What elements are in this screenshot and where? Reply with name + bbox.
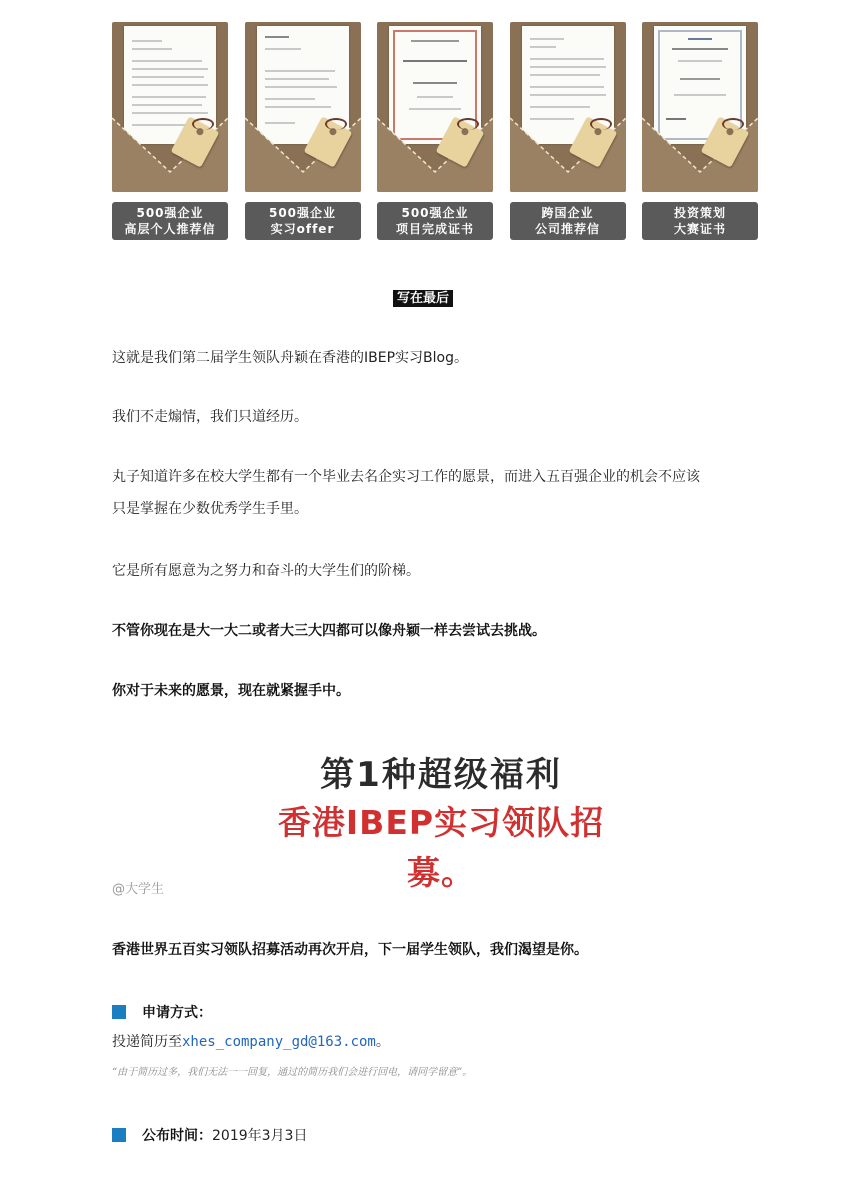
paragraph: 丸子知道许多在校大学生都有一个毕业去名企实习工作的愿景，而进入五百强企业的机会不应该 只是掌握在少数优秀学生手里。 (112, 469, 700, 517)
email-link[interactable]: xhes_company_gd@163.com (182, 1034, 376, 1050)
paragraph: 它是所有愿意为之努力和奋斗的大学生们的阶梯。 (112, 563, 420, 579)
bullet-square-icon (112, 1128, 126, 1142)
author-mention: @大学生 (112, 882, 165, 897)
recruit-announcement: 香港世界五百实习领队招募活动再次开启，下一届学生领队，我们渴望是你。 (112, 942, 588, 958)
card-competition-certificate (642, 22, 758, 240)
envelope-image (377, 22, 493, 192)
card-label: 500强企业 实习offer (245, 202, 361, 240)
apply-instruction: 投递简历至xhes_company_gd@163.com。 (112, 1034, 390, 1050)
apply-heading: 申请方式： (112, 1002, 212, 1022)
card-internship-offer (245, 22, 361, 240)
apply-note: “由于简历过多，我们无法一一回复，通过的简历我们会进行回电，请同学留意”。 (112, 1067, 473, 1078)
publish-date: 2019年3月3日 (212, 1128, 308, 1144)
section-heading: 写在最后 (0, 287, 846, 306)
paragraph: 我们不走煽情，我们只道经历。 (112, 409, 308, 425)
welfare-banner (246, 752, 636, 892)
card-label: 跨国企业 公司推荐信 (510, 202, 626, 240)
envelope-image (112, 22, 228, 192)
paragraph: 这就是我们第二届学生领队舟颖在香港的IBEP实习Blog。 (112, 350, 468, 366)
envelope-image (510, 22, 626, 192)
envelope-image (245, 22, 361, 192)
card-company-recommendation (510, 22, 626, 240)
card-label: 投资策划 大赛证书 (642, 202, 758, 240)
card-label: 500强企业 高层个人推荐信 (112, 202, 228, 240)
card-recommendation-letter (112, 22, 228, 240)
certificate-cards (112, 22, 758, 240)
paragraph-emphasis: 你对于未来的愿景，现在就紧握手中。 (112, 683, 350, 699)
banner-title: 第1种超级福利 (320, 755, 562, 795)
paragraph-emphasis: 不管你现在是大一大二或者大三大四都可以像舟颖一样去尝试去挑战。 (112, 623, 546, 639)
card-label: 500强企业 项目完成证书 (377, 202, 493, 240)
bullet-square-icon (112, 1005, 126, 1019)
banner-subtitle: 香港IBEP实习领队招募。 (277, 803, 605, 892)
publish-row: 公布时间： 2019年3月3日 (112, 1125, 307, 1145)
card-project-certificate (377, 22, 493, 240)
envelope-image (642, 22, 758, 192)
